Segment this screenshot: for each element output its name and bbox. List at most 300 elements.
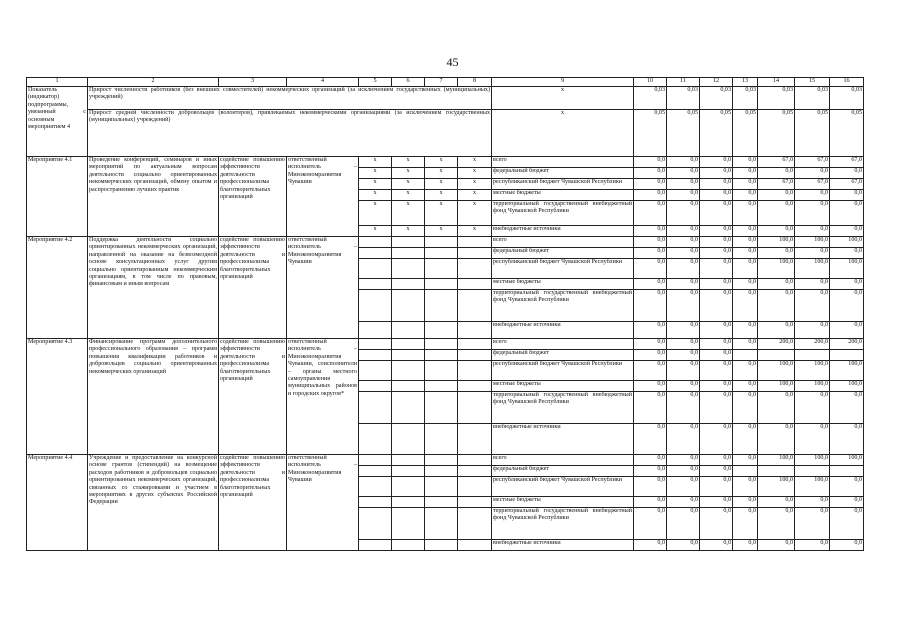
funding-value: 0,0 bbox=[758, 497, 795, 508]
measure-x-cell bbox=[458, 477, 492, 497]
funding-value: 100,0 bbox=[795, 477, 830, 497]
measure-x-cell bbox=[359, 361, 392, 381]
funding-value: 200,0 bbox=[830, 339, 864, 350]
funding-value: 0,0 bbox=[733, 179, 758, 190]
funding-source: всего bbox=[492, 157, 634, 168]
measure-goal: содействие повышению эффективности деятельности профессионализма благотворительных организаций bbox=[219, 157, 287, 237]
funding-value: 0,0 bbox=[795, 226, 830, 237]
measure-row bbox=[27, 237, 864, 248]
funding-value: 0,0 bbox=[733, 322, 758, 339]
funding-value: 0,0 bbox=[634, 237, 667, 248]
measure-row bbox=[27, 157, 864, 168]
funding-value: 0,0 bbox=[634, 508, 667, 540]
measure-x-cell bbox=[359, 497, 392, 508]
measure-x-cell bbox=[359, 540, 392, 551]
funding-value: 0,0 bbox=[758, 248, 795, 259]
header-cell: 16 bbox=[830, 78, 864, 87]
funding-value: 0,0 bbox=[733, 248, 758, 259]
measure-x-cell bbox=[392, 290, 425, 322]
funding-value: 0,0 bbox=[667, 381, 700, 392]
funding-value: 0,0 bbox=[795, 497, 830, 508]
page-number: 45 bbox=[446, 55, 459, 69]
measure-x-cell bbox=[392, 424, 425, 455]
measure-x-cell bbox=[359, 455, 392, 466]
funding-value: 0,0 bbox=[758, 279, 795, 290]
funding-value: 0,0 bbox=[634, 226, 667, 237]
measure-executor: ответственный исполнитель – Минэкономразвития Чувашии bbox=[287, 157, 359, 237]
measure-x-cell bbox=[392, 455, 425, 466]
measure-x-cell bbox=[425, 466, 458, 477]
measure-description: Поддержка деятельности социально ориентированных некоммерческих организаций, направленной на оказание на безвозмездной основе консультационных услуг другим социально ориентированным некоммерческим организациям, в том числе по правовым, финансовым и иным вопросам bbox=[88, 237, 219, 339]
funding-source: территориальный государственный внебюджетный фонд Чувашской Республики bbox=[492, 508, 634, 540]
funding-value: 0,0 bbox=[634, 168, 667, 179]
funding-value: 67,0 bbox=[758, 157, 795, 168]
measure-x-cell: х bbox=[359, 179, 392, 190]
header-cell: 2 bbox=[88, 78, 219, 87]
funding-value: 0,0 bbox=[634, 157, 667, 168]
funding-value: 0,0 bbox=[667, 424, 700, 455]
funding-value: 0,0 bbox=[700, 190, 733, 201]
header-cell: 10 bbox=[634, 78, 667, 87]
funding-value: 0,0 bbox=[667, 168, 700, 179]
funding-value: 0,0 bbox=[667, 226, 700, 237]
program-table bbox=[26, 77, 864, 551]
funding-value: 0,0 bbox=[733, 226, 758, 237]
funding-value: 100,0 bbox=[830, 237, 864, 248]
measure-description: Учреждение и предоставление на конкурсной основе грантов (стипендий) на возмещение расходов работников и добровольцев социально ориентированных некоммерческих организаций, связанных со стажировками и участием в мероприятиях в других субъектах Российской Федерации bbox=[88, 455, 219, 551]
funding-value: 0,0 bbox=[733, 290, 758, 322]
funding-value: 100,0 bbox=[795, 381, 830, 392]
indicator-label: Показатель (индикатор) подпрограммы, увязанный с основным мероприятием 4 bbox=[27, 87, 88, 157]
header-cell: 4 bbox=[287, 78, 359, 87]
measure-x-cell: х bbox=[458, 190, 492, 201]
funding-value: 0,0 bbox=[667, 279, 700, 290]
funding-value: 100,0 bbox=[758, 361, 795, 381]
indicator-value: 0,03 bbox=[700, 87, 733, 110]
measure-x-cell bbox=[359, 237, 392, 248]
funding-source: федеральный бюджет bbox=[492, 350, 634, 361]
funding-value: 0,0 bbox=[634, 339, 667, 350]
funding-value bbox=[733, 350, 758, 361]
measure-x-cell bbox=[425, 424, 458, 455]
funding-value: 0,0 bbox=[700, 201, 733, 226]
measure-x-cell: х bbox=[392, 201, 425, 226]
measure-x-cell: х bbox=[425, 201, 458, 226]
funding-value: 0,0 bbox=[700, 424, 733, 455]
funding-value: 0,0 bbox=[733, 392, 758, 424]
measure-x-cell bbox=[392, 540, 425, 551]
funding-value bbox=[733, 466, 758, 477]
measure-x-cell bbox=[458, 497, 492, 508]
funding-value: 0,0 bbox=[634, 190, 667, 201]
funding-source: внебюджетные источники bbox=[492, 322, 634, 339]
funding-source: всего bbox=[492, 237, 634, 248]
measure-x-cell: х bbox=[458, 168, 492, 179]
funding-value: 100,0 bbox=[758, 477, 795, 497]
measure-x-cell bbox=[425, 248, 458, 259]
funding-value: 0,0 bbox=[700, 179, 733, 190]
funding-source: внебюджетные источники bbox=[492, 226, 634, 237]
measure-x-cell: х bbox=[458, 179, 492, 190]
funding-value: 0,0 bbox=[830, 477, 864, 497]
measure-x-cell: х bbox=[458, 201, 492, 226]
indicator-value: 0,05 bbox=[830, 110, 864, 157]
funding-value: 0,0 bbox=[667, 290, 700, 322]
funding-value: 0,0 bbox=[758, 540, 795, 551]
funding-value: 0,0 bbox=[667, 322, 700, 339]
funding-value: 0,0 bbox=[634, 424, 667, 455]
funding-value: 0,0 bbox=[830, 322, 864, 339]
funding-value: 0,0 bbox=[758, 424, 795, 455]
funding-value: 0,0 bbox=[830, 248, 864, 259]
funding-value: 0,0 bbox=[634, 279, 667, 290]
funding-value: 100,0 bbox=[830, 259, 864, 279]
measure-x-cell bbox=[392, 237, 425, 248]
funding-value: 0,0 bbox=[830, 290, 864, 322]
funding-value: 0,0 bbox=[830, 279, 864, 290]
funding-value: 0,0 bbox=[758, 190, 795, 201]
measure-x-cell bbox=[425, 350, 458, 361]
measure-x-cell bbox=[458, 339, 492, 350]
funding-value: 0,0 bbox=[667, 392, 700, 424]
funding-value: 0,0 bbox=[634, 392, 667, 424]
measure-x-cell bbox=[458, 540, 492, 551]
measure-x-cell bbox=[359, 259, 392, 279]
measure-x-cell bbox=[392, 477, 425, 497]
measure-x-cell: х bbox=[359, 190, 392, 201]
measure-x-cell bbox=[458, 392, 492, 424]
funding-value: 100,0 bbox=[795, 259, 830, 279]
funding-value: 0,0 bbox=[667, 497, 700, 508]
funding-value: 200,0 bbox=[758, 339, 795, 350]
measure-x-cell bbox=[425, 322, 458, 339]
funding-value: 0,0 bbox=[667, 508, 700, 540]
funding-source: федеральный бюджет bbox=[492, 248, 634, 259]
funding-value: 0,0 bbox=[758, 201, 795, 226]
measure-x-cell: х bbox=[425, 226, 458, 237]
funding-value: 0,0 bbox=[634, 466, 667, 477]
measure-x-cell: х bbox=[392, 168, 425, 179]
header-cell: 14 bbox=[758, 78, 795, 87]
funding-value: 100,0 bbox=[830, 361, 864, 381]
funding-value: 0,0 bbox=[634, 290, 667, 322]
indicator-value: 0,05 bbox=[700, 110, 733, 157]
funding-value: 100,0 bbox=[758, 381, 795, 392]
measure-x-cell: х bbox=[458, 226, 492, 237]
measure-x-cell bbox=[392, 392, 425, 424]
funding-value: 0,0 bbox=[634, 381, 667, 392]
funding-value: 0,0 bbox=[667, 157, 700, 168]
indicator-row bbox=[27, 87, 864, 110]
measure-name: Мероприятие 4.3 bbox=[27, 339, 88, 455]
measure-x-cell bbox=[425, 540, 458, 551]
funding-value: 0,0 bbox=[634, 201, 667, 226]
indicator-value: 0,05 bbox=[634, 110, 667, 157]
funding-value: 0,0 bbox=[795, 322, 830, 339]
funding-value: 0,0 bbox=[733, 455, 758, 466]
funding-value bbox=[795, 466, 830, 477]
measure-x-cell bbox=[425, 339, 458, 350]
measure-x-cell bbox=[359, 381, 392, 392]
funding-value: 0,0 bbox=[700, 455, 733, 466]
measure-x-cell bbox=[392, 466, 425, 477]
measure-x-cell bbox=[392, 279, 425, 290]
measure-x-cell bbox=[425, 381, 458, 392]
funding-value: 100,0 bbox=[830, 381, 864, 392]
measure-x-cell bbox=[425, 290, 458, 322]
header-cell: 9 bbox=[492, 78, 634, 87]
funding-value: 0,0 bbox=[830, 540, 864, 551]
funding-value: 0,0 bbox=[700, 381, 733, 392]
funding-value: 0,0 bbox=[733, 361, 758, 381]
funding-value: 0,0 bbox=[667, 477, 700, 497]
funding-value: 0,0 bbox=[667, 237, 700, 248]
measure-x-cell bbox=[392, 361, 425, 381]
funding-source: внебюджетные источники bbox=[492, 540, 634, 551]
funding-source: местные бюджеты bbox=[492, 279, 634, 290]
funding-value: 0,0 bbox=[795, 201, 830, 226]
measure-x-cell bbox=[425, 392, 458, 424]
header-cell: 1 bbox=[27, 78, 88, 87]
measure-x-cell bbox=[359, 339, 392, 350]
measure-x-cell: х bbox=[359, 226, 392, 237]
header-cell: 12 bbox=[700, 78, 733, 87]
indicator-value: 0,05 bbox=[795, 110, 830, 157]
funding-value: 0,0 bbox=[830, 424, 864, 455]
header-cell: 8 bbox=[458, 78, 492, 87]
measure-description: Финансирование программ дополнительного профессионального образования – программ повышения квалификации работников и добровольцев социально ориентированных некоммерческих организаций bbox=[88, 339, 219, 455]
funding-value: 0,0 bbox=[634, 477, 667, 497]
measure-x-cell bbox=[359, 508, 392, 540]
funding-value: 0,0 bbox=[667, 259, 700, 279]
funding-value: 0,0 bbox=[733, 497, 758, 508]
funding-value: 0,0 bbox=[700, 237, 733, 248]
funding-value: 0,0 bbox=[700, 540, 733, 551]
funding-value: 0,0 bbox=[733, 259, 758, 279]
funding-value: 0,0 bbox=[634, 540, 667, 551]
measure-x-cell bbox=[359, 350, 392, 361]
measure-x-cell bbox=[425, 237, 458, 248]
funding-value: 100,0 bbox=[758, 237, 795, 248]
funding-value: 0,0 bbox=[700, 497, 733, 508]
measure-x-cell: х bbox=[425, 168, 458, 179]
measure-goal: содействие повышению эффективности деятельности и профессионализма благотворительных организаций bbox=[219, 237, 287, 339]
funding-value: 0,0 bbox=[700, 477, 733, 497]
measure-x-cell bbox=[359, 466, 392, 477]
funding-value bbox=[830, 350, 864, 361]
funding-source: территориальный государственный внебюджетный фонд Чувашской Республики bbox=[492, 290, 634, 322]
funding-value: 0,0 bbox=[795, 190, 830, 201]
measure-x-cell bbox=[392, 350, 425, 361]
funding-value: 0,0 bbox=[667, 361, 700, 381]
measure-x-cell bbox=[392, 259, 425, 279]
funding-value: 0,0 bbox=[733, 201, 758, 226]
funding-value: 100,0 bbox=[795, 455, 830, 466]
funding-value: 0,0 bbox=[758, 322, 795, 339]
measure-executor: ответственный исполнитель – Минэкономразвития Чувашии bbox=[287, 237, 359, 339]
measure-x-cell bbox=[425, 279, 458, 290]
measure-row bbox=[27, 339, 864, 350]
funding-value: 0,0 bbox=[830, 392, 864, 424]
funding-value: 0,0 bbox=[795, 392, 830, 424]
funding-source: местные бюджеты bbox=[492, 497, 634, 508]
funding-source: республиканский бюджет Чувашской Республики bbox=[492, 179, 634, 190]
funding-value: 0,0 bbox=[758, 508, 795, 540]
measure-x-cell: х bbox=[392, 190, 425, 201]
funding-value bbox=[795, 350, 830, 361]
header-cell: 5 bbox=[359, 78, 392, 87]
indicator-text: Прирост средней численности добровольцев (волонтеров), привлекаемых некоммерческими организациями (за исключением государственных (муниципальных) учреждений) bbox=[88, 110, 492, 157]
indicator-value: 0,05 bbox=[733, 110, 758, 157]
funding-value: 100,0 bbox=[795, 237, 830, 248]
funding-value: 0,0 bbox=[667, 466, 700, 477]
funding-value: 0,0 bbox=[733, 237, 758, 248]
funding-value: 0,0 bbox=[733, 424, 758, 455]
funding-value: 0,0 bbox=[667, 201, 700, 226]
funding-value: 200,0 bbox=[795, 339, 830, 350]
measure-x-cell bbox=[458, 466, 492, 477]
funding-value: 0,0 bbox=[700, 350, 733, 361]
funding-value: 0,0 bbox=[700, 392, 733, 424]
measure-x-cell bbox=[359, 322, 392, 339]
measure-x-cell bbox=[458, 279, 492, 290]
funding-value: 0,0 bbox=[795, 424, 830, 455]
funding-value: 0,0 bbox=[733, 279, 758, 290]
measure-x-cell bbox=[359, 248, 392, 259]
measure-x-cell bbox=[359, 477, 392, 497]
funding-value: 0,0 bbox=[830, 497, 864, 508]
funding-value: 0,0 bbox=[667, 540, 700, 551]
funding-value bbox=[758, 350, 795, 361]
measure-goal: содействие повышению эффективности деятельности и профессионализма благотворительных организаций bbox=[219, 339, 287, 455]
funding-value: 0,0 bbox=[700, 508, 733, 540]
measure-x-cell bbox=[458, 508, 492, 540]
funding-value: 0,0 bbox=[634, 455, 667, 466]
measure-x-cell: х bbox=[425, 179, 458, 190]
header-cell: 15 bbox=[795, 78, 830, 87]
measure-name: Мероприятие 4.1 bbox=[27, 157, 88, 237]
indicator-value: 0,05 bbox=[758, 110, 795, 157]
indicator-value: 0,03 bbox=[667, 87, 700, 110]
funding-value: 0,0 bbox=[733, 477, 758, 497]
funding-value: 0,0 bbox=[795, 168, 830, 179]
funding-value: 67,0 bbox=[758, 179, 795, 190]
funding-source: местные бюджеты bbox=[492, 381, 634, 392]
funding-value: 67,0 bbox=[795, 157, 830, 168]
indicator-col9: х bbox=[492, 87, 634, 110]
measure-x-cell: х bbox=[425, 190, 458, 201]
funding-value: 0,0 bbox=[700, 226, 733, 237]
funding-value: 0,0 bbox=[758, 290, 795, 322]
funding-value: 0,0 bbox=[758, 392, 795, 424]
funding-value: 0,0 bbox=[700, 248, 733, 259]
measure-x-cell bbox=[458, 290, 492, 322]
indicator-value: 0,03 bbox=[795, 87, 830, 110]
funding-value: 67,0 bbox=[830, 157, 864, 168]
funding-value: 0,0 bbox=[700, 361, 733, 381]
indicator-row bbox=[27, 110, 864, 157]
measure-x-cell bbox=[458, 322, 492, 339]
funding-value: 100,0 bbox=[830, 455, 864, 466]
funding-value: 0,0 bbox=[634, 361, 667, 381]
funding-source: федеральный бюджет bbox=[492, 168, 634, 179]
measure-description: Проведение конференций, семинаров и иных мероприятий по актуальным вопросам деятельности социально ориентированных некоммерческих организаций, обмену опытом и распространению лучших практик bbox=[88, 157, 219, 237]
funding-value: 0,0 bbox=[700, 339, 733, 350]
measure-x-cell: х bbox=[359, 168, 392, 179]
funding-value: 67,0 bbox=[830, 179, 864, 190]
funding-value: 0,0 bbox=[758, 168, 795, 179]
measure-x-cell bbox=[392, 339, 425, 350]
indicator-value: 0,03 bbox=[758, 87, 795, 110]
measure-x-cell bbox=[458, 381, 492, 392]
indicator-value: 0,03 bbox=[634, 87, 667, 110]
funding-value: 0,0 bbox=[667, 248, 700, 259]
measure-x-cell bbox=[425, 361, 458, 381]
measure-x-cell bbox=[359, 279, 392, 290]
funding-value: 0,0 bbox=[634, 248, 667, 259]
funding-value: 100,0 bbox=[758, 259, 795, 279]
measure-name: Мероприятие 4.2 bbox=[27, 237, 88, 339]
funding-value: 0,0 bbox=[733, 508, 758, 540]
header-cell: 13 bbox=[733, 78, 758, 87]
header-cell: 3 bbox=[219, 78, 287, 87]
measure-x-cell bbox=[392, 381, 425, 392]
measure-x-cell: х bbox=[392, 179, 425, 190]
funding-value: 0,0 bbox=[733, 339, 758, 350]
funding-value: 0,0 bbox=[830, 508, 864, 540]
measure-row bbox=[27, 455, 864, 466]
measure-x-cell: х bbox=[392, 226, 425, 237]
measure-name: Мероприятие 4.4 bbox=[27, 455, 88, 551]
measure-x-cell bbox=[458, 350, 492, 361]
funding-value: 0,0 bbox=[830, 226, 864, 237]
measure-x-cell bbox=[425, 508, 458, 540]
funding-value: 0,0 bbox=[830, 168, 864, 179]
funding-value: 0,0 bbox=[830, 190, 864, 201]
indicator-value: 0,03 bbox=[830, 87, 864, 110]
funding-value: 0,0 bbox=[667, 190, 700, 201]
measure-x-cell bbox=[458, 424, 492, 455]
funding-value: 0,0 bbox=[795, 508, 830, 540]
funding-value: 100,0 bbox=[758, 455, 795, 466]
header-cell: 7 bbox=[425, 78, 458, 87]
funding-value: 0,0 bbox=[758, 226, 795, 237]
funding-source: республиканский бюджет Чувашской Республики bbox=[492, 361, 634, 381]
funding-value: 0,0 bbox=[830, 201, 864, 226]
funding-value: 0,0 bbox=[795, 248, 830, 259]
header-row bbox=[27, 78, 864, 87]
funding-value bbox=[758, 466, 795, 477]
measure-x-cell bbox=[458, 455, 492, 466]
funding-value: 0,0 bbox=[667, 339, 700, 350]
measure-x-cell bbox=[392, 248, 425, 259]
funding-value: 0,0 bbox=[634, 179, 667, 190]
measure-x-cell bbox=[392, 322, 425, 339]
funding-value: 0,0 bbox=[700, 157, 733, 168]
funding-value: 0,0 bbox=[700, 290, 733, 322]
indicator-value: 0,03 bbox=[733, 87, 758, 110]
funding-value: 0,0 bbox=[795, 290, 830, 322]
funding-value: 0,0 bbox=[700, 279, 733, 290]
measure-x-cell bbox=[458, 361, 492, 381]
funding-source: территориальный государственный внебюджетный фонд Чувашской Республики bbox=[492, 392, 634, 424]
funding-source: всего bbox=[492, 339, 634, 350]
funding-value: 0,0 bbox=[667, 350, 700, 361]
funding-value: 0,0 bbox=[700, 259, 733, 279]
funding-value: 67,0 bbox=[795, 179, 830, 190]
funding-source: территориальный государственный внебюджетный фонд Чувашской Республики bbox=[492, 201, 634, 226]
funding-source: местные бюджеты bbox=[492, 190, 634, 201]
